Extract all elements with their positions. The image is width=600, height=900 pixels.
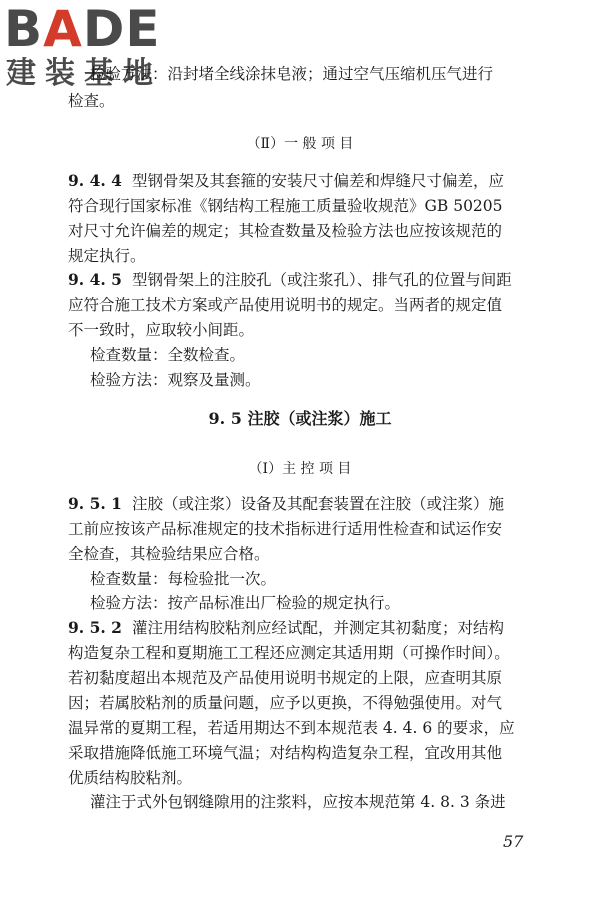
clause-number: 9. 5. 2 xyxy=(68,618,122,637)
clause-9-5-1: 9. 5. 1 注胶（或注浆）设备及其配套装置在注胶（或注浆）施 xyxy=(68,494,504,513)
text-line: 采取措施降低施工环境气温；对结构构造复杂工程，宜改用其他 xyxy=(68,744,503,762)
subheading-main-items: （Ⅰ）主 控 项 目 xyxy=(248,461,352,477)
clause-number: 9. 4. 5 xyxy=(68,270,122,289)
text-line: 若初黏度超出本规范及产品使用说明书规定的上限，应查明其原 xyxy=(68,669,503,687)
clause-number: 9. 4. 4 xyxy=(68,171,122,190)
text-line: 检验方法：沿封堵全线涂抹皂液；通过空气压缩机压气进行 xyxy=(90,65,494,83)
text-line: 应符合施工技术方案或产品使用说明书的规定。当两者的规定值 xyxy=(68,296,503,314)
text-line: 灌注于式外包钢缝隙用的注浆料，应按本规范第 4. 8. 3 条进 xyxy=(90,793,506,811)
text-line: 不一致时，应取较小间距。 xyxy=(68,321,255,339)
clause-9-4-5: 9. 4. 5 型钢骨架上的注胶孔（或注浆孔）、排气孔的位置与间距 xyxy=(68,270,512,289)
text-line: 检查。 xyxy=(68,92,115,110)
text-line: 检验方法：观察及量测。 xyxy=(90,371,261,389)
text-line: 检验方法：按产品标准出厂检验的规定执行。 xyxy=(90,594,401,612)
text-line: 检查数量：全数检查。 xyxy=(90,346,246,364)
text-line: 工前应按该产品标准规定的技术指标进行适用性检查和试运作安 xyxy=(68,520,503,538)
text-line: 温异常的夏期工程，若适用期达不到本规范表 4. 4. 6 的要求，应 xyxy=(68,719,515,737)
text-line: 规定执行。 xyxy=(68,247,146,265)
clause-9-5-2: 9. 5. 2 灌注用结构胶粘剂应经试配，并测定其初黏度；对结构 xyxy=(68,618,504,637)
logo-wordmark: BADE xyxy=(4,0,161,58)
subheading-general-items: （Ⅱ）一 般 项 目 xyxy=(246,136,354,152)
text-line: 优质结构胶粘剂。 xyxy=(68,769,193,787)
text-line: 符合现行国家标准《钢结构工程施工质量验收规范》GB 50205 xyxy=(68,197,503,215)
clause-number: 9. 5. 1 xyxy=(68,494,122,513)
text-line: 构造复杂工程和夏期施工工程还应测定其适用期（可操作时间）。 xyxy=(68,644,510,662)
text-line: 因；若属胶粘剂的质量问题，应予以更换，不得勉强使用。对气 xyxy=(68,694,503,712)
text-line: 检查数量：每检验批一次。 xyxy=(90,570,277,588)
section-heading-9-5: 9. 5 注胶（或注浆）施工 xyxy=(208,409,392,428)
text-line: 全检查，其检验结果应合格。 xyxy=(68,545,270,563)
page-number: 57 xyxy=(503,832,524,851)
text-line: 对尺寸允许偏差的规定；其检查数量及检验方法也应按该规范的 xyxy=(68,222,503,240)
clause-9-4-4: 9. 4. 4 型钢骨架及其套箍的安装尺寸偏差和焊缝尺寸偏差，应 xyxy=(68,171,504,190)
logo-subtitle: 建装基地 xyxy=(6,56,162,91)
